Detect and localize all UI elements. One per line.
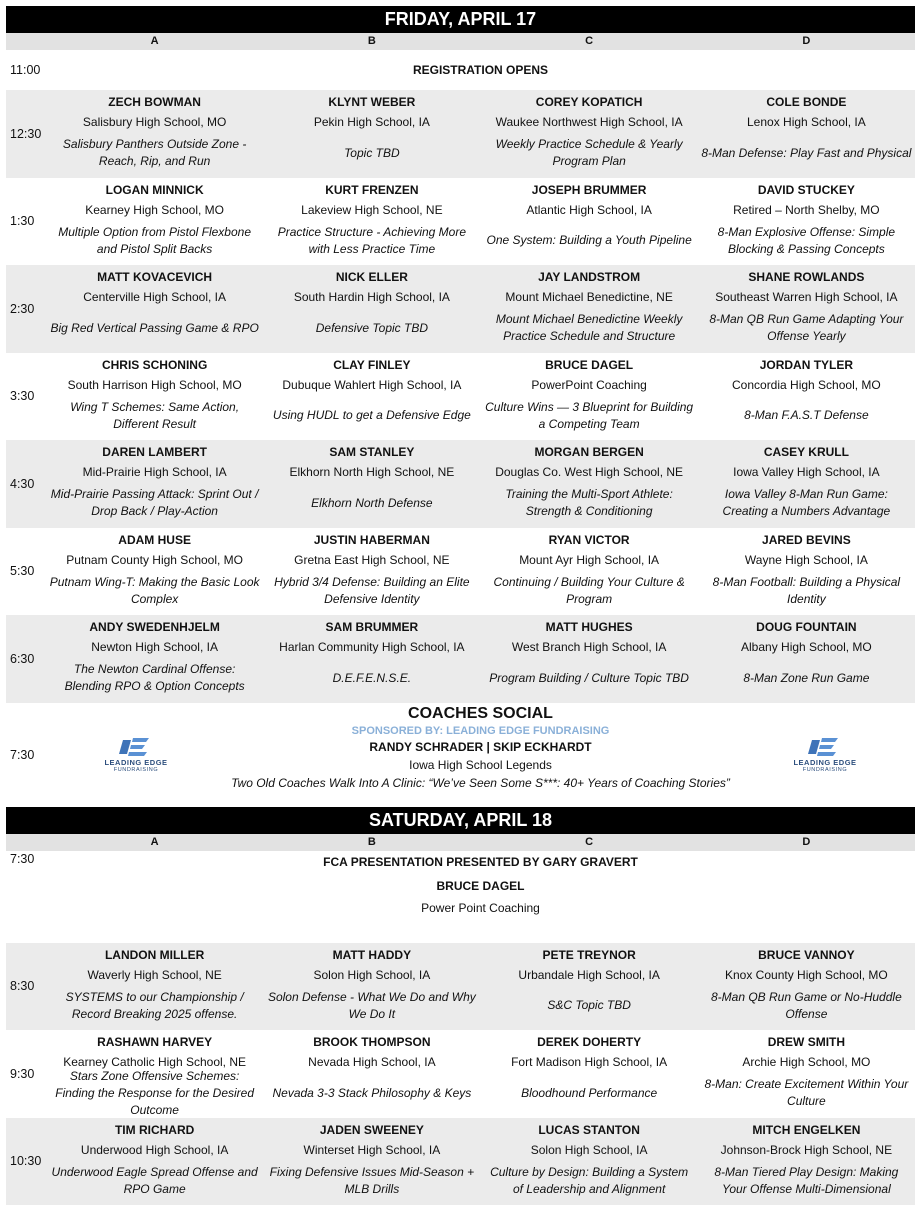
session-cell	[481, 353, 698, 441]
speaker-school: Newton High School, IA	[91, 636, 218, 658]
speaker-school: Fort Madison High School, IA	[511, 1051, 667, 1073]
session-topic: 8-Man QB Run Game Adapting Your Offense Yearly	[701, 308, 912, 348]
speaker-name: JUSTIN HABERMAN	[314, 532, 430, 549]
session-cell	[698, 615, 915, 703]
speaker-name: MATT HUGHES	[546, 619, 633, 636]
time-slot-row	[6, 353, 915, 441]
social-details	[226, 703, 735, 807]
session-cell	[698, 943, 915, 1031]
speaker-name: JORDAN TYLER	[760, 357, 853, 374]
speaker-school: West Branch High School, IA	[512, 636, 667, 658]
fca-details	[46, 851, 915, 943]
column-label-c: C	[481, 33, 698, 50]
speaker-school: Underwood High School, IA	[81, 1139, 228, 1161]
logo-subtext: FUNDRAISING	[803, 767, 848, 774]
friday-column-header	[6, 33, 915, 50]
column-spacer	[6, 834, 46, 851]
speaker-school: Solon High School, IA	[314, 964, 431, 986]
speaker-school: Centerville High School, IA	[83, 286, 226, 308]
saturday-header: SATURDAY, APRIL 18	[6, 807, 915, 834]
speaker-school: Retired – North Shelby, MO	[733, 199, 880, 221]
session-cell	[698, 353, 915, 441]
session-topic: Solon Defense - What We Do and Why We Do It	[266, 986, 477, 1026]
session-cell	[698, 90, 915, 178]
schedule-page	[6, 6, 915, 1205]
speaker-name: BRUCE VANNOY	[758, 947, 854, 964]
session-topic: Wing T Schemes: Same Action, Different Result	[49, 396, 260, 436]
time-label: 3:30	[6, 353, 46, 441]
leading-edge-logo-icon	[119, 736, 153, 758]
speaker-school: Waukee Northwest High School, IA	[496, 111, 683, 133]
session-cell	[263, 1030, 480, 1118]
speaker-name: MITCH ENGELKEN	[752, 1122, 860, 1139]
speaker-name: PETE TREYNOR	[542, 947, 635, 964]
sponsor-line: SPONSORED BY: LEADING EDGE FUNDRAISING	[226, 723, 735, 739]
speaker-school: Archie High School, MO	[742, 1051, 870, 1073]
speaker-school: South Hardin High School, IA	[294, 286, 450, 308]
speaker-name: BROOK THOMPSON	[313, 1034, 430, 1051]
speaker-name: CHRIS SCHONING	[102, 357, 207, 374]
speaker-name: MORGAN BERGEN	[534, 444, 643, 461]
speaker-name: KURT FRENZEN	[325, 182, 418, 199]
speaker-name: LANDON MILLER	[105, 947, 204, 964]
speaker-school: Harlan Community High School, IA	[279, 636, 464, 658]
session-topic: D.E.F.E.N.S.E.	[333, 658, 411, 698]
time-slot-row	[6, 943, 915, 1031]
speaker-name: ZECH BOWMAN	[108, 94, 201, 111]
time-label: 12:30	[6, 90, 46, 178]
speaker-name: NICK ELLER	[336, 269, 408, 286]
column-label-c: C	[481, 834, 698, 851]
session-topic: Topic TBD	[344, 133, 400, 173]
sponsor-logo-left	[46, 703, 226, 807]
session-cell	[263, 353, 480, 441]
logo-subtext: FUNDRAISING	[114, 767, 159, 774]
speaker-name: DAREN LAMBERT	[102, 444, 207, 461]
session-topic: 8-Man F.A.S.T Defense	[744, 396, 869, 436]
session-cell	[481, 1030, 698, 1118]
session-topic: Nevada 3-3 Stack Philosophy & Keys	[272, 1073, 471, 1113]
session-cell	[46, 615, 263, 703]
session-topic: Defensive Topic TBD	[316, 308, 428, 348]
speaker-name: MATT HADDY	[333, 947, 411, 964]
speaker-school: Atlantic High School, IA	[526, 199, 651, 221]
speaker-name: RASHAWN HARVEY	[97, 1034, 212, 1051]
speaker-school: Lenox High School, IA	[747, 111, 866, 133]
time-slot-row	[6, 615, 915, 703]
session-cell	[481, 90, 698, 178]
speaker-school: Nevada High School, IA	[308, 1051, 435, 1073]
session-topic: 8-Man QB Run Game or No-Huddle Offense	[701, 986, 912, 1026]
logo-text: LEADING EDGE	[104, 758, 167, 767]
session-topic: 8-Man Explosive Offense: Simple Blocking & Passing Concepts	[701, 221, 912, 261]
time-label: 2:30	[6, 265, 46, 353]
speaker-school: Knox County High School, MO	[725, 964, 888, 986]
speaker-school: Winterset High School, IA	[304, 1139, 441, 1161]
session-topic: Fixing Defensive Issues Mid-Season + MLB Drills	[266, 1161, 477, 1201]
logo-text: LEADING EDGE	[793, 758, 856, 767]
speaker-school: Iowa Valley High School, IA	[733, 461, 880, 483]
speaker-school: Mount Michael Benedictine, NE	[505, 286, 672, 308]
speaker-school: Urbandale High School, IA	[518, 964, 659, 986]
saturday-sessions	[6, 943, 915, 1205]
time-slot-row	[6, 528, 915, 616]
speaker-school: Kearney High School, MO	[85, 199, 224, 221]
session-cell	[481, 615, 698, 703]
session-cell	[481, 440, 698, 528]
speaker-name: DAVID STUCKEY	[758, 182, 855, 199]
speaker-name: LUCAS STANTON	[538, 1122, 640, 1139]
speaker-school: Pekin High School, IA	[314, 111, 430, 133]
session-cell	[481, 943, 698, 1031]
session-cell	[263, 1118, 480, 1205]
session-cell	[698, 440, 915, 528]
session-topic: S&C Topic TBD	[547, 986, 631, 1026]
session-cell	[698, 528, 915, 616]
session-cell	[481, 1118, 698, 1205]
speaker-name: COLE BONDE	[766, 94, 846, 111]
speaker-name: JAY LANDSTROM	[538, 269, 640, 286]
column-label-a: A	[46, 33, 263, 50]
speaker-name: ADAM HUSE	[118, 532, 191, 549]
session-topic: Multiple Option from Pistol Flexbone and Pistol Split Backs	[49, 221, 260, 261]
session-cell	[263, 528, 480, 616]
social-speakers: RANDY SCHRADER | SKIP ECKHARDT	[226, 739, 735, 756]
session-cell	[481, 265, 698, 353]
speaker-school: Mount Ayr High School, IA	[519, 549, 659, 571]
speaker-school: Dubuque Wahlert High School, IA	[282, 374, 461, 396]
speaker-name: CLAY FINLEY	[333, 357, 410, 374]
speaker-school: Waverly High School, NE	[87, 964, 221, 986]
time-label: 11:00	[6, 50, 46, 90]
column-label-a: A	[46, 834, 263, 851]
session-cell	[46, 1030, 263, 1118]
time-label: 9:30	[6, 1030, 46, 1118]
speaker-name: DEREK DOHERTY	[537, 1034, 641, 1051]
column-label-b: B	[263, 33, 480, 50]
session-cell	[46, 265, 263, 353]
speaker-name: DOUG FOUNTAIN	[756, 619, 856, 636]
session-topic: Culture by Design: Building a System of Leadership and Alignment	[484, 1161, 695, 1201]
time-slot-row	[6, 440, 915, 528]
time-slot-row	[6, 178, 915, 266]
time-label: 7:30	[6, 703, 46, 807]
session-topic: SYSTEMS to our Championship / Record Breaking 2025 offense.	[49, 986, 260, 1026]
session-topic: One System: Building a Youth Pipeline	[487, 221, 692, 261]
session-topic: Iowa Valley 8-Man Run Game: Creating a Numbers Advantage	[701, 483, 912, 523]
social-subtitle: Iowa High School Legends	[226, 756, 735, 775]
speaker-name: CASEY KRULL	[764, 444, 849, 461]
session-topic: Using HUDL to get a Defensive Edge	[273, 396, 471, 436]
speaker-name: RYAN VICTOR	[549, 532, 630, 549]
column-label-b: B	[263, 834, 480, 851]
session-cell	[46, 178, 263, 266]
speaker-name: BRUCE DAGEL	[545, 357, 633, 374]
speaker-school: Lakeview High School, NE	[301, 199, 442, 221]
session-topic: The Newton Cardinal Offense: Blending RPO & Option Concepts	[49, 658, 260, 698]
speaker-name: TIM RICHARD	[115, 1122, 194, 1139]
speaker-school: Salisbury High School, MO	[83, 111, 226, 133]
session-cell	[698, 1030, 915, 1118]
time-label: 10:30	[6, 1118, 46, 1205]
session-topic: Training the Multi-Sport Athlete: Strength & Conditioning	[484, 483, 695, 523]
session-cell	[263, 440, 480, 528]
session-cell	[263, 265, 480, 353]
session-topic: Salisbury Panthers Outside Zone - Reach, Rip, and Run	[49, 133, 260, 173]
session-cell	[481, 528, 698, 616]
speaker-school: Mid-Prairie High School, IA	[83, 461, 227, 483]
speaker-school: Elkhorn North High School, NE	[290, 461, 455, 483]
session-topic: Continuing / Building Your Culture & Program	[484, 571, 695, 611]
session-topic: Weekly Practice Schedule & Yearly Program Plan	[484, 133, 695, 173]
session-topic: Mount Michael Benedictine Weekly Practice Schedule and Structure	[484, 308, 695, 348]
registration-label: REGISTRATION OPENS	[46, 50, 915, 90]
session-cell	[46, 90, 263, 178]
session-cell	[263, 943, 480, 1031]
session-cell	[698, 1118, 915, 1205]
time-label: 4:30	[6, 440, 46, 528]
time-label: 7:30	[6, 851, 46, 943]
session-topic: Program Building / Culture Topic TBD	[489, 658, 689, 698]
friday-header: FRIDAY, APRIL 17	[6, 6, 915, 33]
speaker-name: DREW SMITH	[768, 1034, 845, 1051]
time-slot-row	[6, 1118, 915, 1205]
speaker-school: Douglas Co. West High School, NE	[495, 461, 683, 483]
leading-edge-logo-icon	[808, 736, 842, 758]
speaker-name: JOSEPH BRUMMER	[532, 182, 647, 199]
session-cell	[481, 178, 698, 266]
session-topic: Underwood Eagle Spread Offense and RPO Game	[49, 1161, 260, 1201]
friday-sessions	[6, 90, 915, 703]
speaker-school: Wayne High School, IA	[745, 549, 868, 571]
time-label: 5:30	[6, 528, 46, 616]
speaker-name: MATT KOVACEVICH	[97, 269, 212, 286]
coaches-social-row	[6, 703, 915, 807]
session-cell	[263, 178, 480, 266]
sponsor-logo-right	[735, 703, 915, 807]
speaker-school: PowerPoint Coaching	[531, 374, 646, 396]
session-cell	[698, 265, 915, 353]
fca-title: FCA PRESENTATION PRESENTED BY GARY GRAVERT	[46, 851, 915, 873]
session-cell	[46, 528, 263, 616]
session-cell	[698, 178, 915, 266]
session-topic: Putnam Wing-T: Making the Basic Look Complex	[49, 571, 260, 611]
session-cell	[46, 440, 263, 528]
session-topic: Big Red Vertical Passing Game & RPO	[50, 308, 258, 348]
speaker-school: Concordia High School, MO	[732, 374, 881, 396]
saturday-column-header	[6, 834, 915, 851]
speaker-name: KLYNT WEBER	[328, 94, 415, 111]
speaker-name: JADEN SWEENEY	[320, 1122, 424, 1139]
time-slot-row	[6, 1030, 915, 1118]
session-cell	[46, 353, 263, 441]
registration-row	[6, 50, 915, 90]
time-slot-row	[6, 90, 915, 178]
fca-org: Power Point Coaching	[46, 898, 915, 918]
speaker-school: Solon High School, IA	[531, 1139, 648, 1161]
social-talk-title: Two Old Coaches Walk Into A Clinic: “We’ve Seen Some S***: 40+ Years of Coaching Stories”	[226, 775, 735, 792]
session-cell	[46, 1118, 263, 1205]
session-topic: 8-Man Zone Run Game	[743, 658, 869, 698]
column-label-d: D	[698, 33, 915, 50]
session-topic: Bloodhound Performance	[521, 1073, 657, 1113]
time-slot-row	[6, 265, 915, 353]
speaker-name: SAM STANLEY	[329, 444, 414, 461]
speaker-school: Putnam County High School, MO	[66, 549, 243, 571]
session-topic: 8-Man Tiered Play Design: Making Your Offense Multi-Dimensional	[701, 1161, 912, 1201]
session-cell	[263, 90, 480, 178]
column-spacer	[6, 33, 46, 50]
speaker-school: Gretna East High School, NE	[294, 549, 449, 571]
fca-presentation-row	[6, 851, 915, 943]
fca-speaker: BRUCE DAGEL	[46, 874, 915, 898]
time-label: 8:30	[6, 943, 46, 1031]
session-topic: 8-Man Defense: Play Fast and Physical	[701, 133, 911, 173]
speaker-name: LOGAN MINNICK	[106, 182, 204, 199]
session-topic: Mid-Prairie Passing Attack: Sprint Out / Drop Back / Play-Action	[49, 483, 260, 523]
time-label: 1:30	[6, 178, 46, 266]
session-topic: 8-Man Football: Building a Physical Identity	[701, 571, 912, 611]
session-topic: Hybrid 3/4 Defense: Building an Elite Defensive Identity	[266, 571, 477, 611]
column-label-d: D	[698, 834, 915, 851]
speaker-name: COREY KOPATICH	[536, 94, 643, 111]
speaker-name: SAM BRUMMER	[326, 619, 419, 636]
speaker-school: Kearney Catholic High School, NE	[63, 1051, 246, 1073]
session-topic: Elkhorn North Defense	[311, 483, 432, 523]
speaker-school: South Harrison High School, MO	[68, 374, 242, 396]
social-title: COACHES SOCIAL	[226, 705, 735, 723]
speaker-name: JARED BEVINS	[762, 532, 851, 549]
session-cell	[263, 615, 480, 703]
speaker-school: Albany High School, MO	[741, 636, 872, 658]
session-cell	[46, 943, 263, 1031]
time-label: 6:30	[6, 615, 46, 703]
session-topic: Stars Zone Offensive Schemes: Finding the Response for the Desired Outcome	[49, 1073, 260, 1113]
speaker-school: Southeast Warren High School, IA	[715, 286, 897, 308]
speaker-school: Johnson-Brock High School, NE	[721, 1139, 892, 1161]
speaker-name: SHANE ROWLANDS	[748, 269, 864, 286]
session-topic: 8-Man: Create Excitement Within Your Culture	[701, 1073, 912, 1113]
session-topic: Practice Structure - Achieving More with Less Practice Time	[266, 221, 477, 261]
session-topic: Culture Wins — 3 Blueprint for Building a Competing Team	[484, 396, 695, 436]
speaker-name: ANDY SWEDENHJELM	[89, 619, 219, 636]
